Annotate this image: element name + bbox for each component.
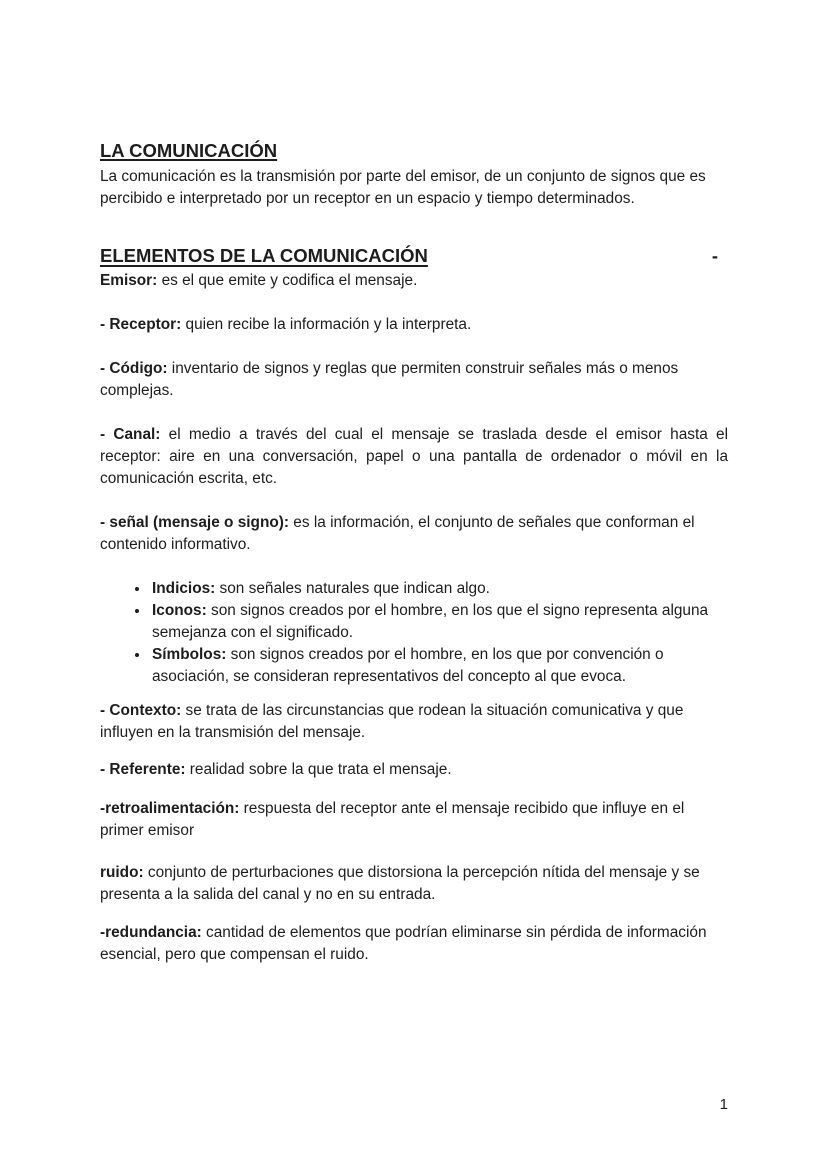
list-item-iconos (150, 600, 710, 644)
list-item-indicios (150, 578, 710, 600)
definition-senal: es la información, el conjunto de señales que conforman el contenido informativo. (100, 514, 695, 553)
definition-emisor: es el que emite y codifica el mensaje. (157, 272, 418, 289)
paragraph-senal (100, 512, 728, 556)
intro-text: La comunicación es la transmisión por parte del emisor, de un conjunto de signos que es percibido e interpretado por un receptor en un espacio y tiempo determinados. (100, 168, 706, 207)
signs-bullet-list (100, 578, 728, 688)
paragraph-retroalimentacion (100, 798, 728, 842)
document-title-text: LA COMUNICACIÓN (100, 140, 278, 161)
list-item-simbolos (150, 644, 710, 688)
paragraph-emisor (100, 270, 728, 292)
paragraph-canal (100, 424, 728, 490)
term-ruido: ruido: (100, 864, 144, 881)
document-content (100, 140, 728, 966)
definition-canal: el medio a través del cual el mensaje se traslada desde el emisor hasta el receptor: aire en una conversación, papel o una pantalla de ordenador o móvil en la comunicación escrita, etc. (100, 426, 728, 487)
paragraph-codigo (100, 358, 728, 402)
paragraph-referente (100, 759, 728, 781)
term-contexto: - Contexto: (100, 702, 182, 719)
term-senal: - señal (mensaje o signo): (100, 514, 290, 531)
definition-indicios: son señales naturales que indican algo. (215, 580, 490, 597)
term-indicios: Indicios: (152, 580, 216, 597)
definition-iconos: son signos creados por el hombre, en los que el signo representa alguna semejanza con el significado. (152, 602, 709, 641)
document-title (100, 140, 728, 162)
term-simbolos: Símbolos: (152, 646, 227, 663)
term-iconos: Iconos: (152, 602, 207, 619)
definition-retroalimentacion: respuesta del receptor ante el mensaje recibido que influye en el primer emisor (100, 800, 685, 839)
paragraph-contexto (100, 700, 728, 744)
section-heading-dash: - (711, 245, 718, 266)
definition-referente: realidad sobre la que trata el mensaje. (185, 761, 452, 778)
term-canal: - Canal: (100, 426, 161, 443)
paragraph-ruido (100, 862, 728, 906)
term-referente: - Referente: (100, 761, 186, 778)
intro-paragraph (100, 166, 728, 210)
definition-codigo: inventario de signos y reglas que permiten construir señales más o menos complejas. (100, 360, 679, 399)
section-heading-text: ELEMENTOS DE LA COMUNICACIÓN (100, 245, 428, 266)
definition-ruido: conjunto de perturbaciones que distorsiona la percepción nítida del mensaje y se presenta a la salida del canal y no en su entrada. (100, 864, 700, 903)
term-receptor: - Receptor: (100, 316, 182, 333)
paragraph-redundancia (100, 922, 728, 966)
term-retroalimentacion: -retroalimentación: (100, 800, 240, 817)
definition-redundancia: cantidad de elementos que podrían eliminarse sin pérdida de información esencial, pero que compensan el ruido. (100, 924, 707, 963)
term-redundancia: -redundancia: (100, 924, 202, 941)
section-heading-row (100, 244, 728, 268)
paragraph-receptor (100, 314, 728, 336)
term-codigo: - Código: (100, 360, 168, 377)
definition-receptor: quien recibe la información y la interpreta. (181, 316, 472, 333)
page-number: 1 (719, 1096, 728, 1113)
definition-simbolos: son signos creados por el hombre, en los que por convención o asociación, se consideran representativos del concepto al que evoca. (152, 646, 664, 685)
term-emisor: Emisor: (100, 272, 158, 289)
definition-contexto: se trata de las circunstancias que rodean la situación comunicativa y que influyen en la transmisión del mensaje. (100, 702, 684, 741)
